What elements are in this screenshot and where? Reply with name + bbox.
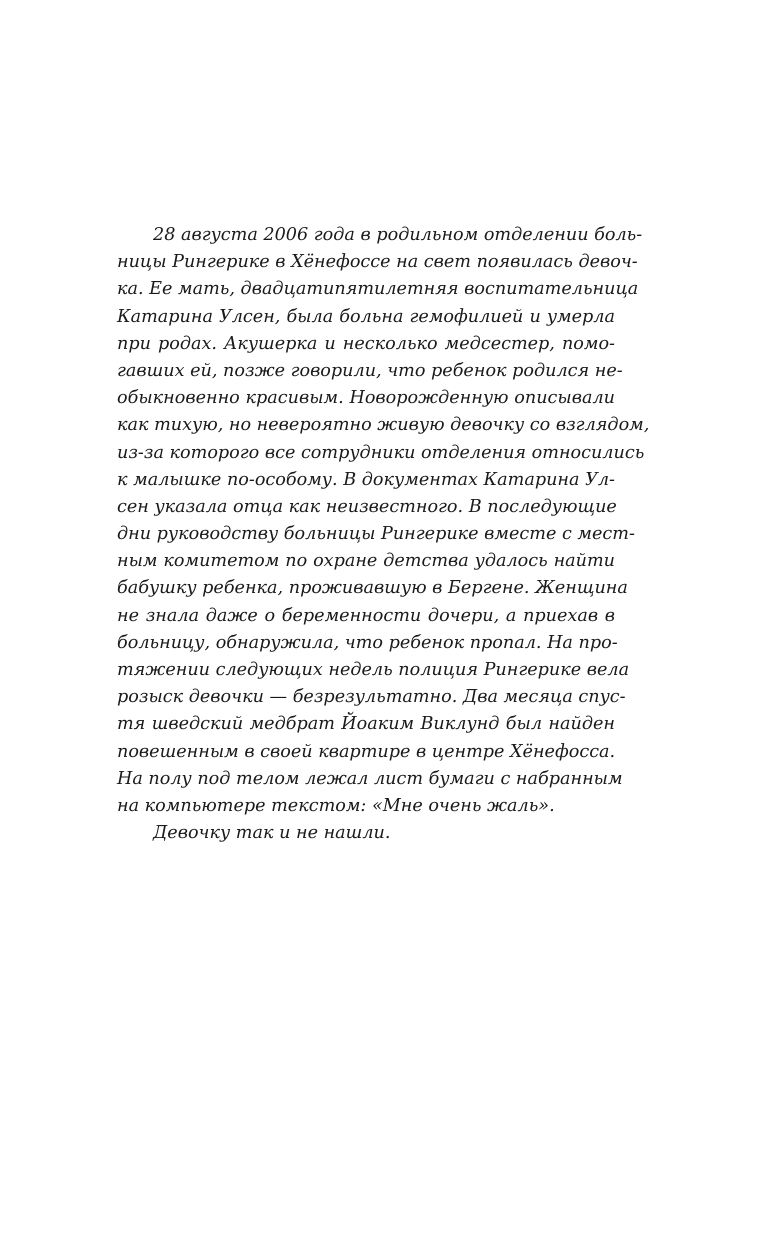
- text-line: ным комитетом по охране детства удалось найти: [117, 551, 615, 572]
- text-line: 28 августа 2006 года в родильном отделении боль-: [153, 225, 643, 245]
- text-line: к малышке по-особому. В документах Катарина Ул-: [117, 469, 615, 490]
- text-line: повешенным в своей квартире в центре Хёнефосса.: [117, 741, 616, 762]
- text-line: гавших ей, позже говорили, что ребенок родился не-: [117, 360, 623, 381]
- paragraph: [117, 820, 615, 847]
- text-line: бабушку ребенка, проживавшую в Бергене. Женщина: [117, 578, 628, 599]
- text-line: не знала даже о беременности дочери, а приехав в: [117, 605, 615, 626]
- text-line: как тихую, но невероятно живую девочку со взглядом,: [117, 415, 650, 436]
- text-line: розыск девочки — безрезультатно. Два месяца спус-: [117, 687, 626, 708]
- text-line: ницы Рингерике в Хёнефоссе на свет появилась девоч-: [117, 252, 638, 273]
- text-line: из-за которого все сотрудники отделения относились: [117, 442, 645, 463]
- text-line: дни руководству больницы Рингерике вместе с мест-: [117, 524, 635, 545]
- text-line: ка. Ее мать, двадцатипятилетняя воспитательница: [117, 279, 639, 300]
- text-line: на компьютере текстом: «Мне очень жаль».: [117, 795, 555, 816]
- text-line: Девочку так и не нашли.: [153, 823, 391, 844]
- text-line: тя шведский медбрат Йоаким Виклунд был найден: [117, 714, 615, 735]
- text-line: больницу, обнаружила, что ребенок пропал. На про-: [117, 632, 618, 653]
- text-line: при родах. Акушерка и несколько медсестер, помо-: [117, 333, 615, 354]
- text-line: На полу под телом лежал лист бумаги с набранным: [117, 768, 623, 789]
- text-line: сен указала отца как неизвестного. В последующие: [117, 496, 617, 517]
- text-block: [117, 222, 650, 847]
- text-line: тяжении следующих недель полиция Рингерике вела: [117, 660, 630, 680]
- text-line: Катарина Улсен, была больна гемофилией и умерла: [117, 306, 615, 327]
- paragraph: [117, 222, 650, 820]
- text-line: обыкновенно красивым. Новорожденную описывали: [117, 388, 615, 409]
